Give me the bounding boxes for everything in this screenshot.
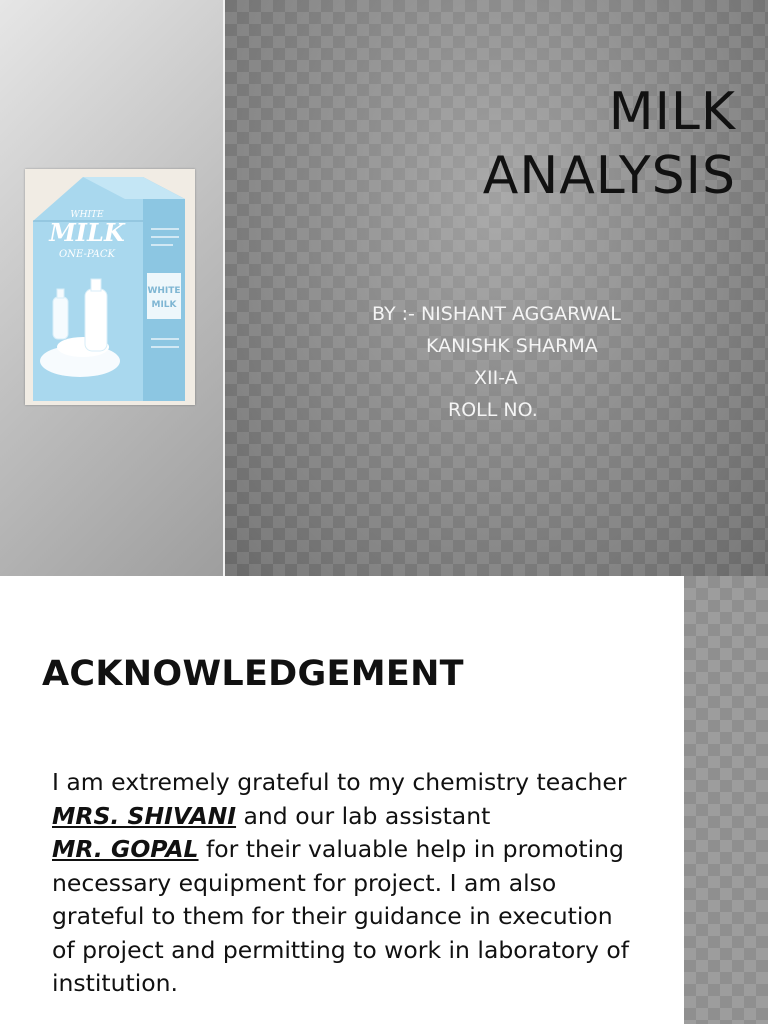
carton-label-milk: MILK: [49, 218, 125, 247]
byline-line-3: XII-A: [474, 367, 518, 389]
byline-line-2: KANISHK SHARMA: [426, 335, 598, 357]
title-line-2: ANALYSIS: [482, 146, 736, 206]
title-line-1: MILK: [608, 82, 736, 142]
acknowledgement-heading: ACKNOWLEDGEMENT: [42, 654, 464, 694]
teacher-name: MRS. SHIVANI: [52, 801, 237, 830]
byline-line-4: ROLL NO.: [448, 399, 538, 421]
carton-box-milk: MILK: [151, 300, 177, 310]
carton-box-white: WHITE: [147, 286, 181, 296]
ack-text-part-1: I am extremely grateful to my chemistry teacher: [52, 768, 627, 796]
ack-text-part-3: for their valuable help in promoting necessary equipment for project. I am also grateful to them for their guidance in execution of project and permitting to work in laboratory of institution.: [52, 835, 629, 997]
byline-line-1: BY :- NISHANT AGGARWAL: [372, 303, 621, 325]
author-block: [372, 298, 621, 426]
acknowledgement-slide: [0, 576, 768, 1024]
carton-label-onepack: ONE-PACK: [59, 249, 115, 260]
milk-carton-image: [25, 169, 195, 405]
lab-assistant-name: MR. GOPAL: [52, 835, 199, 863]
acknowledgement-text: [52, 766, 642, 1001]
patterned-side-strip: [684, 576, 768, 1024]
carton-label-white: WHITE: [70, 210, 104, 220]
ack-text-part-2: and our lab assistant: [236, 801, 491, 830]
slide-title: [336, 80, 736, 208]
